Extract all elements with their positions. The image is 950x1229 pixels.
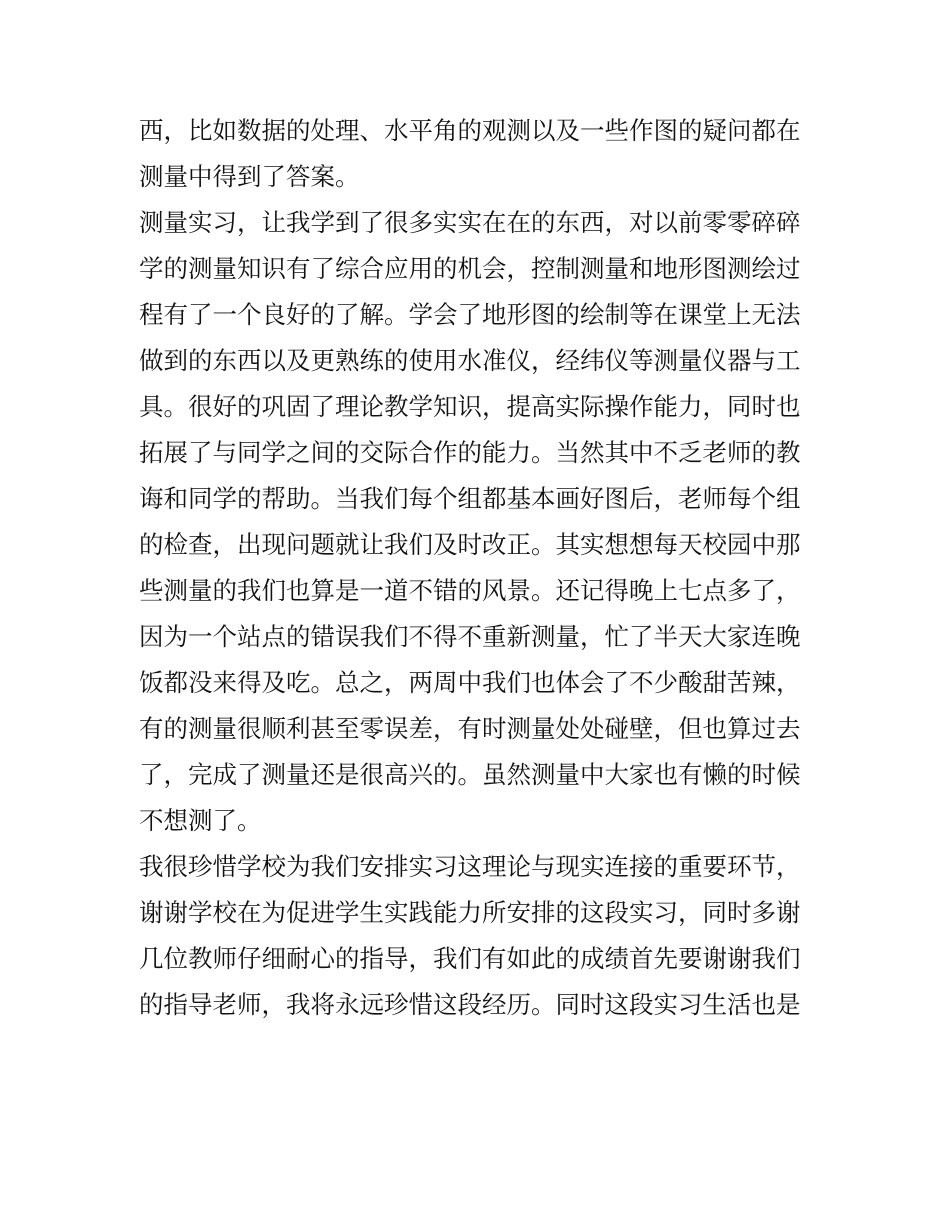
text-line: 拓展了与同学之间的交际合作的能力。当然其中不乏老师的教 <box>139 438 801 467</box>
text-line: 测量实习，让我学到了很多实实在在的东西，对以前零零碎碎 <box>139 208 801 237</box>
text-line: 不想测了。 <box>139 806 262 835</box>
text-line: 有的测量很顺利甚至零误差，有时测量处处碰壁，但也算过去 <box>139 714 801 743</box>
text-line: 谢谢学校在为促进学生实践能力所安排的这段实习，同时多谢 <box>139 898 801 927</box>
text-line: 的检查，出现问题就让我们及时改正。其实想想每天校园中那 <box>139 530 801 559</box>
text-line: 我很珍惜学校为我们安排实习这理论与现实连接的重要环节， <box>139 852 801 881</box>
text-line: 了，完成了测量还是很高兴的。虽然测量中大家也有懒的时候 <box>139 760 801 789</box>
text-line: 几位教师仔细耐心的指导，我们有如此的成绩首先要谢谢我们 <box>139 944 801 973</box>
text-line: 测量中得到了答案。 <box>139 162 360 191</box>
text-line: 诲和同学的帮助。当我们每个组都基本画好图后，老师每个组 <box>139 484 801 513</box>
text-line: 具。很好的巩固了理论教学知识，提高实际操作能力，同时也 <box>139 392 801 421</box>
text-line: 饭都没来得及吃。总之，两周中我们也体会了不少酸甜苦辣， <box>139 668 801 697</box>
text-line: 些测量的我们也算是一道不错的风景。还记得晚上七点多了， <box>139 576 801 605</box>
text-line: 程有了一个良好的了解。学会了地形图的绘制等在课堂上无法 <box>139 300 801 329</box>
body-text <box>139 108 819 1028</box>
text-line: 学的测量知识有了综合应用的机会，控制测量和地形图测绘过 <box>139 254 801 283</box>
text-line: 的指导老师，我将永远珍惜这段经历。同时这段实习生活也是 <box>139 990 801 1019</box>
text-line: 因为一个站点的错误我们不得不重新测量，忙了半天大家连晚 <box>139 622 801 651</box>
text-line: 西，比如数据的处理、水平角的观测以及一些作图的疑问都在 <box>139 116 801 145</box>
text-line: 做到的东西以及更熟练的使用水准仪，经纬仪等测量仪器与工 <box>139 346 801 375</box>
